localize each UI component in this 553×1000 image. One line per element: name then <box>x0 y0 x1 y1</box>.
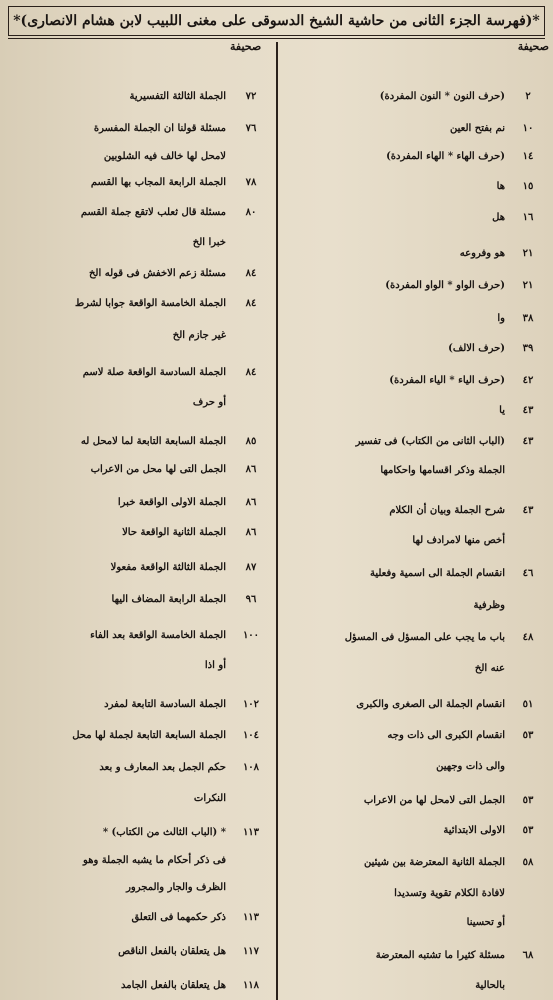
page-number: ١٥ <box>522 181 534 192</box>
index-entry <box>4 325 276 347</box>
entry-title: الجملة السادسة الواقعة صلة لاسم <box>82 367 226 378</box>
index-entry <box>279 500 551 522</box>
index-entry <box>279 945 551 967</box>
entry-title: الجملة الاولى الواقعة خبرا <box>117 497 226 508</box>
entry-title: ها <box>496 181 505 192</box>
page-number: ٧٦ <box>245 123 257 134</box>
index-entry <box>4 725 276 747</box>
entry-title: وظرفية <box>473 600 505 611</box>
index-entry <box>279 207 551 229</box>
entry-title: الجملة الخامسة الواقعة جوابا لشرط <box>74 298 226 309</box>
index-entry <box>4 757 276 779</box>
index-entry <box>4 877 276 899</box>
index-entry <box>4 522 276 544</box>
entry-title: لامحل لها خالف فيه الشلوبين <box>103 151 226 162</box>
page-number: ٤٣ <box>522 436 534 447</box>
index-entry <box>4 941 276 963</box>
index-entry <box>279 308 551 330</box>
entry-title: مسئلة كثيرا ما تشتبه المعترضة <box>375 950 505 961</box>
page-number: ١١٣ <box>242 912 260 923</box>
entry-title: * (الباب الثالث من الكتاب) * <box>102 827 226 838</box>
index-entry <box>279 86 551 108</box>
entry-title: (حرف النون * النون المفردة) <box>379 91 505 102</box>
page-number: ٥٣ <box>522 730 534 741</box>
index-entry <box>279 370 551 392</box>
index-entry <box>279 627 551 649</box>
index-entry <box>4 907 276 929</box>
entry-title: أو اذا <box>204 660 226 671</box>
page-number: ٥٨ <box>522 857 534 868</box>
page-number: ٤٣ <box>522 505 534 516</box>
entry-title: أو تحسينا <box>466 917 505 928</box>
page-number: ٥٣ <box>522 795 534 806</box>
page-number: ٨٠ <box>245 207 257 218</box>
page-number: ٣٩ <box>522 343 534 354</box>
index-entry <box>4 172 276 194</box>
page-number: ١٦ <box>522 212 534 223</box>
page-number: ٢١ <box>522 280 534 291</box>
entry-title: ذكر حكمهما فى التعلق <box>131 912 226 923</box>
header-rule <box>8 38 545 39</box>
page-number: ١١٨ <box>242 980 260 991</box>
page-number: ٦٨ <box>522 950 534 961</box>
index-entry <box>4 392 276 414</box>
index-entry <box>4 655 276 677</box>
index-entry <box>279 338 551 360</box>
index-entry <box>4 263 276 285</box>
entry-title: يا <box>499 405 505 416</box>
page-number: ٨٧ <box>245 562 257 573</box>
entry-title: النكرات <box>193 793 226 804</box>
page-number: ١٠٤ <box>242 730 260 741</box>
index-entry <box>279 694 551 716</box>
page-number: ١٠٠ <box>242 630 260 641</box>
page-number: ٨٦ <box>245 527 257 538</box>
index-entry <box>4 788 276 810</box>
entry-title: انقسام الجملة الى الصغرى والكبرى <box>356 699 505 710</box>
page-number: ٤٦ <box>522 568 534 579</box>
entry-title: (حرف الواو * الواو المفردة) <box>385 280 505 291</box>
index-entry <box>4 86 276 108</box>
entry-title: (حرف الياء * الياء المفردة) <box>389 375 505 386</box>
index-entry <box>4 146 276 168</box>
entry-title: (الباب الثانى من الكتاب) فى تفسير <box>355 436 505 447</box>
page-number: ٤٣ <box>522 405 534 416</box>
index-entry <box>4 694 276 716</box>
page-number: ٨٦ <box>245 497 257 508</box>
entry-title: والى ذات وجهين <box>436 761 505 772</box>
page-number: ٨٤ <box>245 268 257 279</box>
index-entry <box>279 243 551 265</box>
index-entry <box>279 431 551 453</box>
index-entry <box>279 460 551 482</box>
index-entry <box>279 400 551 422</box>
index-entry <box>279 563 551 585</box>
index-entry <box>4 492 276 514</box>
index-entry <box>279 820 551 842</box>
index-entry <box>4 293 276 315</box>
page-number: ٣٨ <box>522 313 534 324</box>
index-entry <box>279 275 551 297</box>
entry-title: الجملة الخامسة الواقعة بعد الفاء <box>90 630 226 641</box>
page-number: ٨٦ <box>245 464 257 475</box>
page-number: ٨٥ <box>245 436 257 447</box>
page-number: ٨٤ <box>245 367 257 378</box>
entry-title: هل يتعلقان بالفعل الجامد <box>121 980 226 991</box>
entry-title: انقسام الجملة الى اسمية وفعلية <box>369 568 505 579</box>
index-entry <box>279 658 551 680</box>
index-entry <box>4 589 276 611</box>
entry-title: الجملة وذكر اقسامها واحكامها <box>380 465 505 476</box>
index-entry <box>4 459 276 481</box>
index-entry <box>4 362 276 384</box>
entry-title: الجملة الرابعة المجاب بها القسم <box>90 177 226 188</box>
page-number: ٥١ <box>522 699 534 710</box>
index-entry <box>4 202 276 224</box>
entry-title: وا <box>497 313 505 324</box>
page-number: ١١٣ <box>242 827 260 838</box>
entry-title: الجمل التى لها محل من الاعراب <box>90 464 226 475</box>
entry-title: الجملة الرابعة المضاف اليها <box>111 594 226 605</box>
index-entry <box>279 852 551 874</box>
page-number: ٧٨ <box>245 177 257 188</box>
index-entry <box>4 850 276 872</box>
index-entry <box>279 756 551 778</box>
entry-title: مسئلة زعم الاخفش فى قوله الخ <box>88 268 226 279</box>
index-entry <box>4 118 276 140</box>
entry-title: أو حرف <box>192 397 226 408</box>
index-entry <box>4 232 276 254</box>
entry-title: الظرف والجار والمجرور <box>126 882 226 893</box>
entry-title: الجمل التى لامحل لها من الاعراب <box>363 795 505 806</box>
entry-title: الجملة الثانية المعترضة بين شيئين <box>364 857 505 868</box>
entry-title: الاولى الابتدائية <box>443 825 505 836</box>
page-column-label-left: صحيفة <box>230 40 262 53</box>
entry-title: الجملة الثالثة الواقعة مفعولا <box>110 562 226 573</box>
page-column-label-right: صحيفة <box>517 40 549 53</box>
index-entry <box>279 790 551 812</box>
entry-title: شرح الجملة وبيان أن الكلام <box>389 505 505 516</box>
index-title: *(فهرسة الجزء الثانى من حاشية الشيخ الدسوقى على مغنى اللبيب لابن هشام الانصارى)* <box>8 6 545 36</box>
entry-title: باب ما يجب على المسؤل فى المسؤل <box>344 632 505 643</box>
index-entry <box>4 557 276 579</box>
page-number: ٢ <box>525 91 531 102</box>
entry-title: انقسام الكبرى الى ذات وجه <box>387 730 505 741</box>
entry-title: نم بفتح العين <box>450 123 505 134</box>
page-number: ١٤ <box>522 151 534 162</box>
page-number: ١٠٢ <box>242 699 260 710</box>
entry-title: الجملة الثالثة التفسيرية <box>129 91 226 102</box>
entry-title: (حرف الالف) <box>448 343 505 354</box>
page-number: ٢١ <box>522 248 534 259</box>
entry-title: الجملة الثانية الواقعة حالا <box>122 527 226 538</box>
index-entry <box>279 118 551 140</box>
entry-title: غير جازم الخ <box>172 330 226 341</box>
entry-title: هل يتعلقان بالفعل الناقص <box>118 946 226 957</box>
index-entry <box>279 975 551 997</box>
entry-title: (حرف الهاء * الهاء المفردة) <box>386 151 505 162</box>
index-entry <box>279 530 551 552</box>
entry-title: هو وفروعه <box>459 248 505 259</box>
entry-title: الجملة السابعة التابعة لما لامحل له <box>80 436 226 447</box>
entry-title: أخص منها لامرادف لها <box>412 535 505 546</box>
index-entry <box>279 912 551 934</box>
index-entry <box>279 176 551 198</box>
page-number: ٤٢ <box>522 375 534 386</box>
entry-title: هل <box>492 212 505 223</box>
entry-title: حكم الجمل بعد المعارف و بعد <box>99 762 226 773</box>
entry-title: بالحالية <box>475 980 505 991</box>
page-number: ١٠ <box>522 123 534 134</box>
page-number: ١١٧ <box>242 946 260 957</box>
page-number: ٩٦ <box>245 594 257 605</box>
column-divider <box>276 42 278 1000</box>
index-entry <box>279 595 551 617</box>
entry-title: خبرا الخ <box>192 237 226 248</box>
entry-title: عنه الخ <box>474 663 505 674</box>
page-number: ٥٣ <box>522 825 534 836</box>
index-entry <box>279 883 551 905</box>
entry-title: لافادة الكلام تقوية وتسديدا <box>394 888 505 899</box>
index-entry <box>4 625 276 647</box>
entry-title: الجملة السابعة التابعة لجملة لها محل <box>72 730 226 741</box>
page-number: ٨٤ <box>245 298 257 309</box>
page-number: ٤٨ <box>522 632 534 643</box>
index-entry <box>4 431 276 453</box>
page-number: ٧٢ <box>245 91 257 102</box>
index-entry <box>279 725 551 747</box>
index-entry <box>4 975 276 997</box>
page-number: ١٠٨ <box>242 762 260 773</box>
entry-title: مسئلة قال ثعلب لاتقع جملة القسم <box>80 207 226 218</box>
entry-title: الجملة السادسة التابعة لمفرد <box>104 699 226 710</box>
entry-title: فى ذكر أحكام ما يشبه الجملة وهو <box>83 855 226 866</box>
index-entry <box>4 822 276 844</box>
entry-title: مسئلة قولنا ان الجملة المفسرة <box>93 123 226 134</box>
index-entry <box>279 146 551 168</box>
